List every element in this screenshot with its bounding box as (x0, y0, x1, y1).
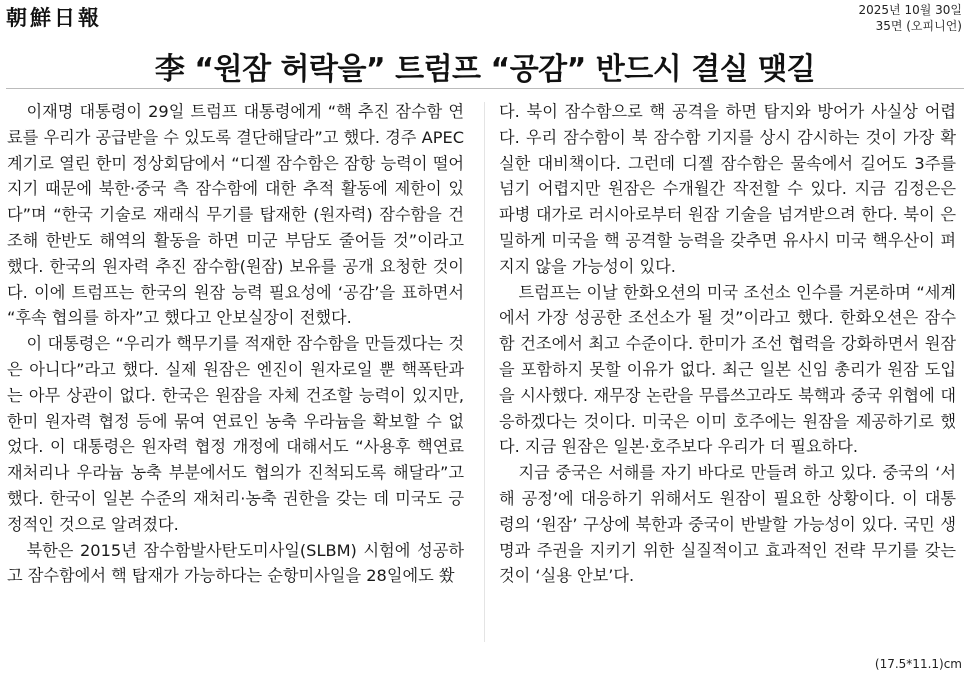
paragraph: 지금 중국은 서해를 자기 바다로 만들려 하고 있다. 중국의 ‘서해 공정’에 대응하기 위해서도 원잠이 필요한 상황이다. 이 대통령의 ‘원잠’ 구상에 북한과 중국이 반발할 가능성이 있다. 국민 생명과 주권을 지키기 위한 실질적이고 효과적인 전략 무기를 갖는 것이 ‘실용 안보’다. (499, 463, 956, 586)
publication-date: 2025년 10월 30일 (858, 3, 962, 17)
paragraph-continued: 다. 북이 잠수함으로 핵 공격을 하면 탐지와 방어가 사실상 어렵다. 우리 잠수함이 북 잠수함 기지를 상시 감시하는 것이 가장 확실한 대비책이다. 그런데 디젤 잠수함은 물속에서 길어도 3주를 넘기 어렵지만 원잠은 수개월간 작전할 수 있다. 지금 김정은은 파병 대가로 러시아로부터 원잠 기술을 넘겨받으려 한다. 북이 은밀하게 미국을 핵 공격할 능력을 갖추면 유사시 미국 핵우산이 펴지지 않을 가능성이 있다. (499, 102, 956, 276)
paragraph: 북한은 2015년 잠수함발사탄도미사일(SLBM) 시험에 성공하고 잠수함에서 핵 탑재가 가능하다는 순항미사일을 28일에도 쐈 (7, 540, 464, 586)
headline: 李 “원잠 허락을” 트럼프 “공감” 반드시 결실 맺길 (154, 52, 816, 87)
paragraph: 트럼프는 이날 한화오션의 미국 조선소 인수를 거론하며 “세계에서 가장 성공한 조선소가 될 것”이라고 했다. 한화오션은 잠수함 건조에서 최고 수준이다. 한미가 조선 협력을 강화하면서 원잠을 포함하지 못할 이유가 없다. 최근 일본 신임 총리가 원잠 도입을 시사했다. 재무장 논란을 무릅쓰고라도 북핵과 중국 위협에 대응하겠다는 것이다. 미국은 이미 호주에는 원잠을 제공하기로 했다. 지금 원잠은 일본·호주보다 우리가 더 필요하다. (499, 282, 956, 457)
headline-rule (6, 88, 964, 89)
column-divider (484, 102, 485, 642)
article-meta (859, 2, 962, 34)
masthead-logo: 朝鮮日報 (6, 5, 102, 30)
clipping-size-note: (17.5*11.1)cm (874, 657, 962, 671)
article-column-left (7, 99, 464, 589)
page-section: 35면 (오피니언) (875, 19, 962, 33)
article-column-right (499, 99, 956, 589)
paragraph: 이재명 대통령이 29일 트럼프 대통령에게 “핵 추진 잠수함 연료를 우리가 공급받을 수 있도록 결단해달라”고 했다. 경주 APEC 계기로 열린 한미 정상회담에서 “디젤 잠수함은 잠항 능력이 떨어지기 때문에 북한·중국 측 잠수함에 대한 추적 활동에 제한이 있다”며 “한국 기술로 재래식 무기를 탑재한 (원자력) 잠수함을 건조해 한반도 해역의 활동을 하면 미군 부담도 줄어들 것”이라고 했다. 한국의 원자력 추진 잠수함(원잠) 보유를 공개 요청한 것이다. 이에 트럼프는 한국의 원잠 능력 필요성에 ‘공감’을 표하면서 “후속 협의를 하자”고 했다고 안보실장이 전했다. (7, 102, 464, 328)
paragraph: 이 대통령은 “우리가 핵무기를 적재한 잠수함을 만들겠다는 것은 아니다”라고 했다. 실제 원잠은 엔진이 원자로일 뿐 핵폭탄과는 아무 상관이 없다. 한국은 원잠을 자체 건조할 능력이 있지만, 한미 원자력 협정 등에 묶여 연료인 농축 우라늄을 확보할 수 없었다. 이 대통령은 원자력 협정 개정에 대해서도 “사용후 핵연료 재처리나 우라늄 농축 부분에서도 협의가 진척되도록 해달라”고 했다. 한국이 일본 수준의 재처리·농축 권한을 갖는 데 미국도 긍정적인 것으로 알려졌다. (7, 334, 464, 534)
